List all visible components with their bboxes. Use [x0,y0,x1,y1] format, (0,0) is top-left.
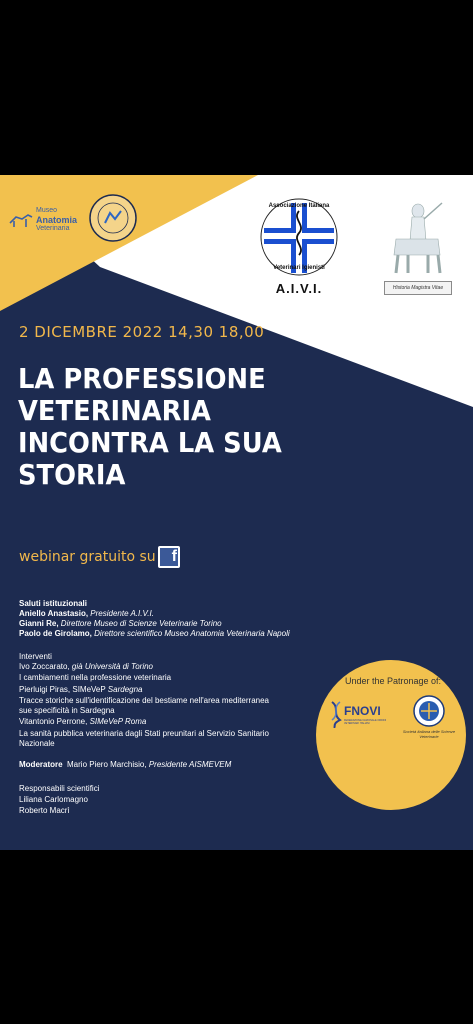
aivi-ring-bottom-text: Veterinari Igienisti [273,265,325,271]
fnovi-logo [330,700,392,730]
aivi-ring-top-text: Associazione Italiana [268,203,330,209]
museum-text-line-1: Museo [36,207,58,214]
speaker-1 [19,662,153,672]
talk-1: I cambiamenti nella professione veterinaria [19,673,172,682]
aivi-logo [256,197,342,297]
sissv-caption: Società Italiana delle Scienze Veterinarie [402,729,456,739]
sissv-emblem-icon [404,695,454,729]
talk-2-line-2: sue specificità in Sardegna [19,706,115,715]
saluti-role-1: Presidente A.I.V.I. [90,609,154,618]
moderatore-role: Presidente AISMEVEM [148,760,232,769]
speaker-3-role: SIMeVeP Roma [89,717,147,726]
event-date: 2 DICEMBRE 2022 14,30 18,00 [19,323,265,341]
interventi-heading: Interventi [19,652,52,661]
responsabile-1: Liliana Carlomagno [19,795,88,804]
speaker-3 [19,717,146,727]
responsabile-2: Roberto Macrì [19,806,70,815]
title-line-2: VETERINARIA [18,394,211,427]
speaker-2-name: Pierluigi Piras, SIMeVeP [19,685,106,694]
title-line-3: INCONTRA LA SUA [18,426,282,459]
aivi-acronym: A.I.V.I. [275,281,323,296]
centaur-statue-icon [382,199,452,279]
talk-3-line-1: La sanità pubblica veterinaria dagli Stati preunitari al Servizio Sanitario [19,729,269,738]
speaker-3-name: Vitantonio Perrone, [19,717,88,726]
saluti-name-1: Aniello Anastasio, [19,609,89,618]
museum-text-line-3: Veterinaria [36,225,70,232]
moderatore-row [19,760,231,770]
patronage-label: Under the Patronage of: [344,676,442,686]
talk-3-line-2: Nazionale [19,739,55,748]
patronage-circle [316,660,466,810]
museum-seal-logo [88,193,138,243]
saluti-row-1 [19,609,154,619]
title-line-1: LA PROFESSIONE [18,362,266,395]
speaker-2-role: Sardegna [107,685,143,694]
saluti-name-3: Paolo de Girolamo, [19,629,92,638]
speaker-2 [19,685,143,695]
speaker-1-name: Ivo Zoccarato, [19,662,70,671]
fnovi-subtext: FEDERAZIONE NAZIONALE ORDINI VETERINARI ITALIANI [344,719,387,725]
saluti-heading [19,599,87,609]
saluti-role-3: Direttore scientifico Museo Anatomia Veterinaria Napoli [94,629,290,638]
sissv-logo [404,695,454,745]
historia-caption: Historia Magistra Vitae [384,281,452,295]
facebook-icon[interactable] [158,546,180,568]
speaker-1-role: già Università di Torino [71,662,153,671]
museo-anatomia-logo [8,205,88,237]
historia-logo [382,199,452,297]
webinar-label: webinar gratuito su [19,549,156,565]
saluti-name-2: Gianni Re, [19,619,59,628]
responsabili-heading: Responsabili scientifici [19,784,100,793]
facebook-glyph: f [160,548,178,566]
title-line-4: STORIA [18,458,126,491]
moderatore-label: Moderatore [19,760,63,769]
saluti-row-3 [19,629,290,639]
saluti-role-2: Direttore Museo di Scienze Veterinarie Torino [60,619,222,628]
saluti-row-2 [19,619,222,629]
event-title [18,363,294,491]
horse-skeleton-icon [8,211,34,229]
talk-2-line-1: Tracce storiche sull'identificazione del bestiame nell'area mediterranea [19,696,269,705]
fnovi-text: FNOVI [344,704,381,718]
moderatore-name: Mario Piero Marchisio, [67,760,147,769]
museum-text-line-2: Anatomia [36,215,78,225]
saluti-heading-text: Saluti istituzionali [19,599,88,608]
fnovi-helix-icon [330,700,342,728]
event-poster [0,175,473,850]
